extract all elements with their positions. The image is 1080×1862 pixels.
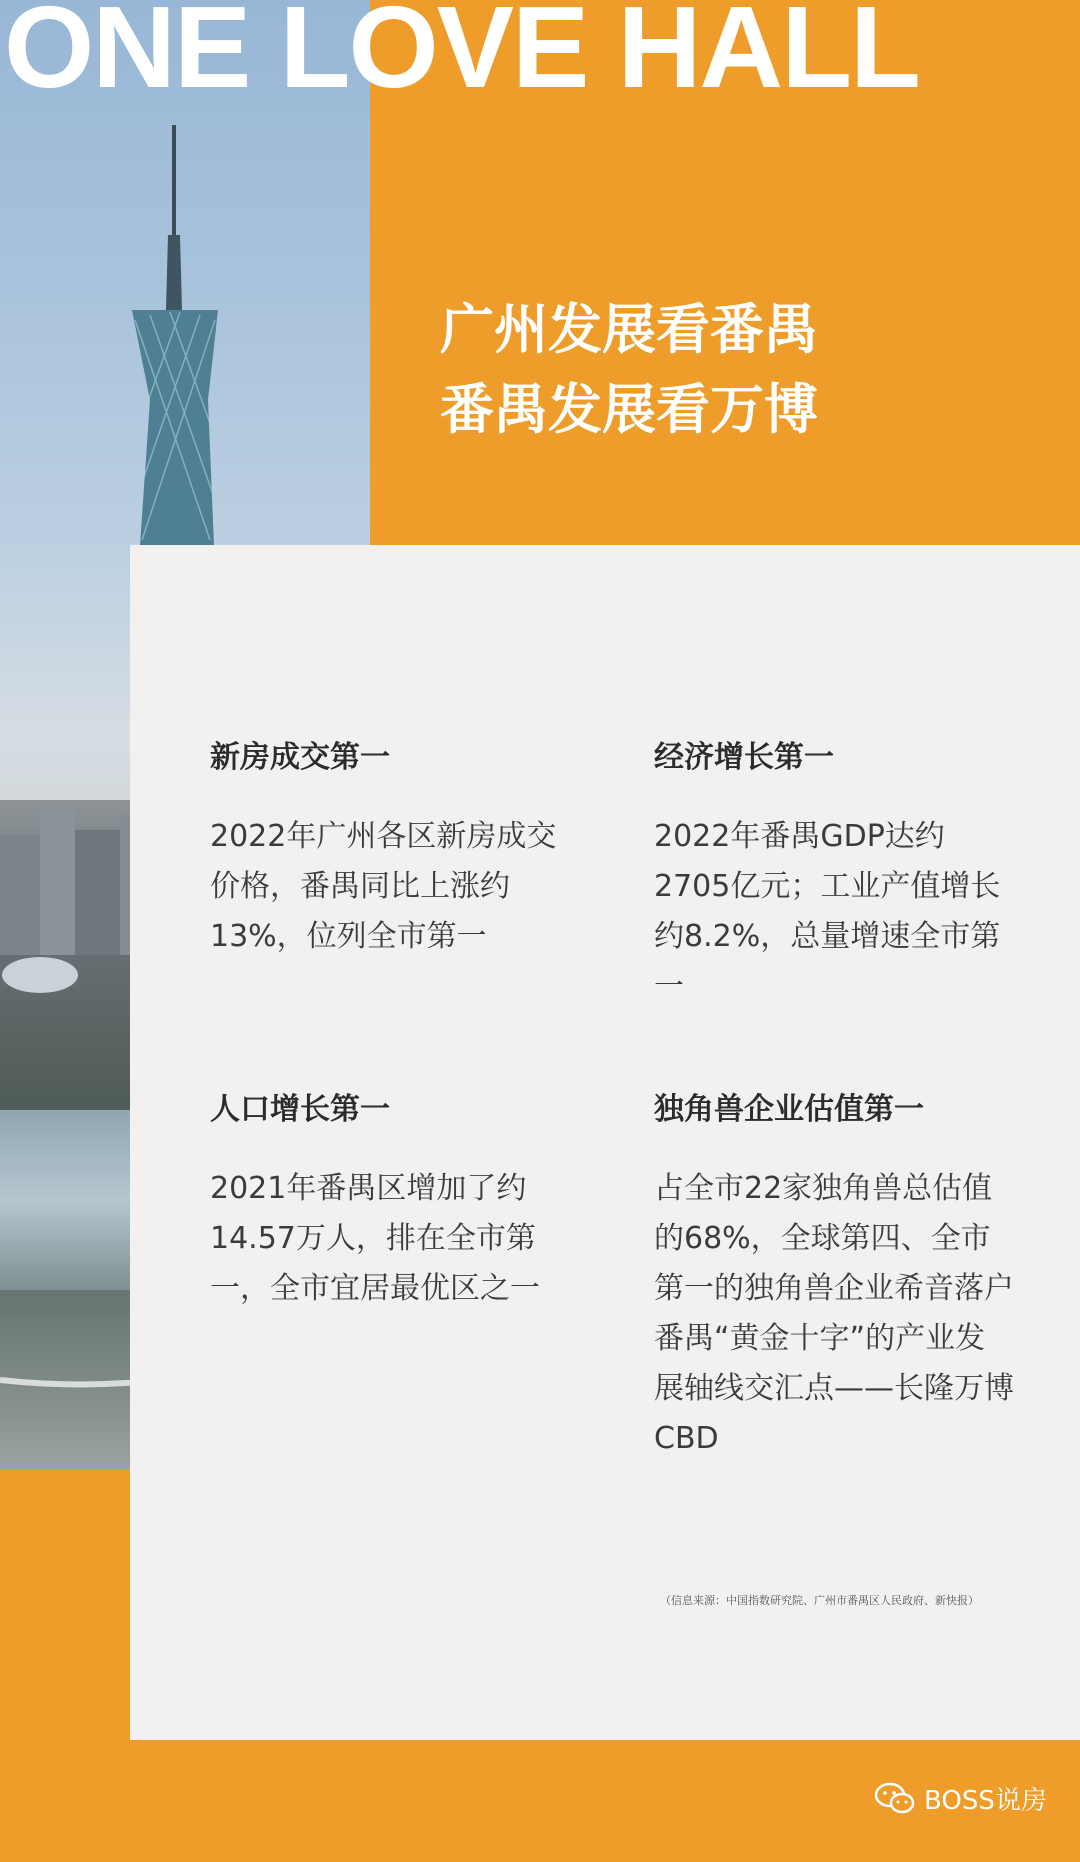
banner-title: ONE LOVE HALL xyxy=(4,0,919,110)
stat-title: 新房成交第一 xyxy=(210,740,390,775)
stat-title: 独角兽企业估值第一 xyxy=(654,1092,924,1127)
stat-title: 人口增长第一 xyxy=(210,1092,390,1127)
stat-block-population xyxy=(210,1090,570,1314)
stat-body: 2022年番禺GDP达约2705亿元；工业产值增长约8.2%，总量增速全市第一 xyxy=(654,819,1001,1004)
headline-line-2: 番禺发展看万博 xyxy=(440,378,818,441)
stat-body: 占全市22家独角兽总估值的68%，全球第四、全市第一的独角兽企业希音落户番禺“黄金十字”的产业发展轴线交汇点——长隆万博CBD xyxy=(654,1171,1014,1456)
watermark xyxy=(874,1780,1047,1816)
headline xyxy=(440,290,1040,450)
stat-block-unicorn xyxy=(654,1090,1014,1464)
stat-title: 经济增长第一 xyxy=(654,740,834,775)
stat-block-new-housing xyxy=(210,738,570,962)
stat-body: 2021年番禺区增加了约14.57万人，排在全市第一，全市宜居最优区之一 xyxy=(210,1171,540,1306)
headline-line-1: 广州发展看番禺 xyxy=(440,298,818,361)
wechat-icon xyxy=(874,1781,916,1815)
stat-block-economy xyxy=(654,738,1014,1012)
watermark-label: BOSS说房 xyxy=(924,1785,1047,1816)
stat-body: 2022年广州各区新房成交价格，番禺同比上涨约13%，位列全市第一 xyxy=(210,819,557,954)
source-note: （信息来源：中国指数研究院、广州市番禺区人民政府、新快报） xyxy=(660,1594,979,1607)
